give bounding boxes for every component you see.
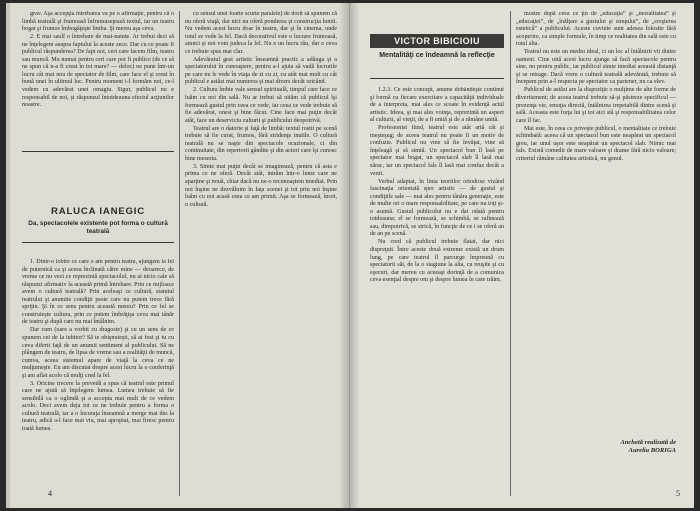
article-column [22,259,174,493]
paragraph: 2. E mai saulf o întrebare de mai-nainte. Ar trebui deci să ne înţelegem asupra faptului la aceste zece. Dar cu ce poate fi publicul răspunderea? De fapt noi, ceri care facem film, teatru sau muncă. Mu numai pentru ceri care pot fi publice (de ce să ne spun că n-a fi creat în tot mare? — deloc) ne pune într-un lucru cât mai nou de spectator de film, care face el şi creat în bună unei în ultimul loc. Pentru moment i-l formăm noi, ce-l vedem cu adevărat unei omagiu. Sigur, publicul nu e responsabil de noi, şi răspunsul întotdeauna efectul acţiunilor noastre. [22,34,174,109]
paragraph: Nu cred că publicul trebuie flatat, dar nici dispreţuit. Între aceste două extreme există un drum lung, pe care teatrul îl parcurge împreună cu spectatorii săi, de la o stagiune la alta, cu reuşite şi cu eşecuri, dar mereu cu aceeaşi dorinţă de a comunica ceva esenţial despre om şi despre lumea în care trăim. [370,239,504,284]
column-divider [510,11,511,496]
paragraph: Adevăratul gest artistic înseamnă practic a adăuga şi a spectatorului în cunoaştere, pentru a-l ajuta să vadă lucrurile pe care nu le vede în viaţa de zi cu zi, cu atât mai mult cu cât publicul e astăzi mai numeros şi mai divers decât oricând. [185,56,337,86]
magazine-spread [6,3,694,508]
paragraph: 1. Dintr-o lobire ce care o am pentru teatru, ajungem la fel de puternică ca şi aceea înclinată către mine — deoarece, de vreme ce nu vezi ce reprezintă spectacolul, nu ai nicio cale să răspunzi afirmativ la această primă întrebare. Prin ce mijloace avem o cultură teatrală? Prin aceleaşi ce cultură, statutul teatrului şi anumite condiţii peste care nu putem trece fără sprijin. Şi în ce sens pentru această mereu? Prin ce fel se construieşte cultura, prin ce putem îmbrăţişa ceva mai tânăr de teatru şi după care nu mai întâlnim. [22,259,174,326]
headline-rule [370,78,504,79]
paragraph: Teatrul are o datorie şi faţă de limbă: textul rostit pe scenă trebuie să fie curat, frumos, fără stridenţe inutile. O cultură teatrală nu se naşte din spectacole ocazionale, ci din continuitate, din repertorii gândite şi din actori care îşi cunosc bine meseria. [185,125,337,162]
paragraph: Verbul adaptat, în linia teoriilor ortodoxe vizând fascinaţia orientată spre artistic — de gustul şi condiţiile sale — mai ales pentru tânăra generaţie, este de multe ori o mare responsabilitate, pe care nu toţi şi-o asumă. Gustul publicului nu e dat odată pentru totdeauna; el se formează, se schimbă, se rafinează sau, dimpotrivă, se strică, în funcţie de ce i se oferă an de an pe scenă. [370,178,504,238]
survey-credit-author: Aurelia BORIGA [628,447,676,454]
survey-credit [516,439,676,455]
survey-credit-line-1: Anchetă realizată de [620,439,676,446]
paragraph: mostre după ceea ce ţin de „educaţia” şi „moralitatea” şi „educaţiei”, de „înălţare a gustului şi simţului”, de „creşterea estetică” a publicului. Aceste cuvinte sunt adesea folosite fără acoperire, ca simple formule, în timp ce realitatea din sală este cu totul alta. [516,11,676,48]
article-headline: Da, spectacolele existente pot forma o cultură teatrală [28,220,168,235]
article-column-one [370,87,504,497]
binding-edge [6,3,10,508]
section-rule [22,151,174,152]
page-number-left: 4 [48,489,52,498]
left-page [6,3,350,508]
page-number-right: 5 [676,489,680,498]
headline-rule [22,242,174,243]
author-title-bar: VICTOR BIBICIOIU [370,34,504,48]
right-page [350,3,694,508]
column-divider [179,11,180,496]
gutter-shadow [339,3,349,508]
gutter-shadow [350,3,360,508]
paragraph: Profesionist fiind, teatrul este atât artă cât şi meşteşug; de aceea teatrul nu poate fi un motiv de confuzie. Publicul nu vine să fie învăţat, vine să înţeleagă şi să simtă. Un spectacol bun îl lasă pe spectator mai bogat, un spectacol slab îl lasă mai sărac, iar un spectacol fals îl lasă mai confuz decât a venit. [370,125,504,177]
paragraph: 3. Oricine trecere la prevedă a spus că teatrul este primul care ne ajută să înţelegem lumea. Lumea trebuie să fie sensibilă ca o oglindă şi a accepta mai mult de ce vedem acolo. Deci avem deja tot ce ne trebuie pentru a forma o cultură teatrală, iar a o încuraja înseamnă a merge mai des la teatru, adică a-l face mai viu, mai apropiat, mai firesc pentru toată lumea. [22,380,174,433]
article-byline: RALUCA IANEGIC [51,206,145,217]
paragraph: Dar cum (oare a vorbit cu dragoste) şi cu un sens de ce spunem cei de la iubitor? Să te obişnuieşti, să ai fost şi tu cu ceva diferit faţă de un anumit sentiment al publicului. Să ne plângem de teatru, de lipsa de vreme sau a realităţii de muncă, cumva, aceea sistemul apare de viaţă la ceva ce ne mulţumeşte. Eu am discutat despre acest lucru la o conferinţă şi am aflat acolo că mulţi cred la fel. [22,327,174,379]
article-headline: Mentalităţi ce îndeamnă la reflecţie [379,52,495,59]
paragraph: Teatrul nu este un mediu ideal, ci un loc al întâlnirii vii dintre oameni. Cine uită acest lucru ajunge să facă spectacole pentru sine, nu pentru public, iar publicul simte imediat această distanţă şi se retrage. Dacă vrem o cultură teatrală adevărată, trebuie să începem prin a-l respecta pe spectator ca partener, nu ca elev. [516,49,676,86]
paragraph: 2. Cultura îmbie vale sensul spirituală, timpul care face ce luăm cu noi din sală. Nu ar trebui să uităm că publicul îşi formează gustul prin ceea ce vede, iar ceea ce vede trebuie să fie adevărat, onest şi bine făcut. Cine face mai puţin decât atât, face un deserviciu culturii şi publicului deopotrivă. [185,87,337,124]
paragraph: Publicul de astăzi are la dispoziţie o mulţime de alte forme de divertisment; de aceea teatrul trebuie să-şi păstreze specificul — prezenţa vie, emoţia directă, întâlnirea irepetabilă dintre scenă şi sală. Aceasta este forţa lui şi tot aici stă şi responsabilitatea celor care îl fac. [516,87,676,124]
article-column-two [516,11,676,429]
middle-column [185,11,337,497]
paragraph: 1.2.3. Ce este concept, anume dobândeşte continut şi formă cu fiecare exercitare a capacităţii individuale de a interpreta, mai ales ce scoate în evidenţă actul artistic. Ideea, şi mai ales voinţa, reprezintă un aspect al culturii, al vieţii, de a fi unită şi de a rămâne unită. [370,87,504,124]
paragraph: 3. Simte mai puţin decât se imaginează, pentru că asta e prima ce ne oferă. Decât atât, intrăm într-o lume care ne aparţine şi nouă, chiar dacă nu ne-o recunoaştem imediat. Prin noi înşine ne dezvăluim în faţa scenei şi tot prin noi înşine luăm cu noi acasă ceea ce am primit. Aşa se formează, încet, o cultură. [185,163,337,208]
intro-column [22,11,174,145]
paragraph: Mai este, în ceea ce priveşte publicul, o mentalitate ce trebuie schimbată: aceea că un spectacol bun este neapărat un spectacol greu, iar unul uşor este neapărat un spectacol slab. Nimic mai fals. Există comedii de mare valoare şi drame fără nicio valoare; criteriul rămâne calitatea artistică, nu genul. [516,125,676,162]
paragraph: grav. Aşa accepţia întrebarea va pe o afirmaţie, pentru că o limbă teatrală şi frumoasă înfrumuseţează textul, iar un teatru bogat şi frumos îmbogăţeşte limba. Şi mereu aşa ceva. [22,11,174,33]
paragraph: cu sensul unei foarte scurte paralele) de dorit să spunem că nu oferă viaţă, dar nici nu oferă ponderea şi construcţia lumii. Nu vedem acest lucru doar în teatru, dar şi în cinema, unde totul se vede la fel. Dacă decorativul este o lucrare frumoasă, atunci şi noi vom judeca la fel. Nu e un lucru rău, dar e ceva ce trebuie spus mai clar. [185,11,337,55]
